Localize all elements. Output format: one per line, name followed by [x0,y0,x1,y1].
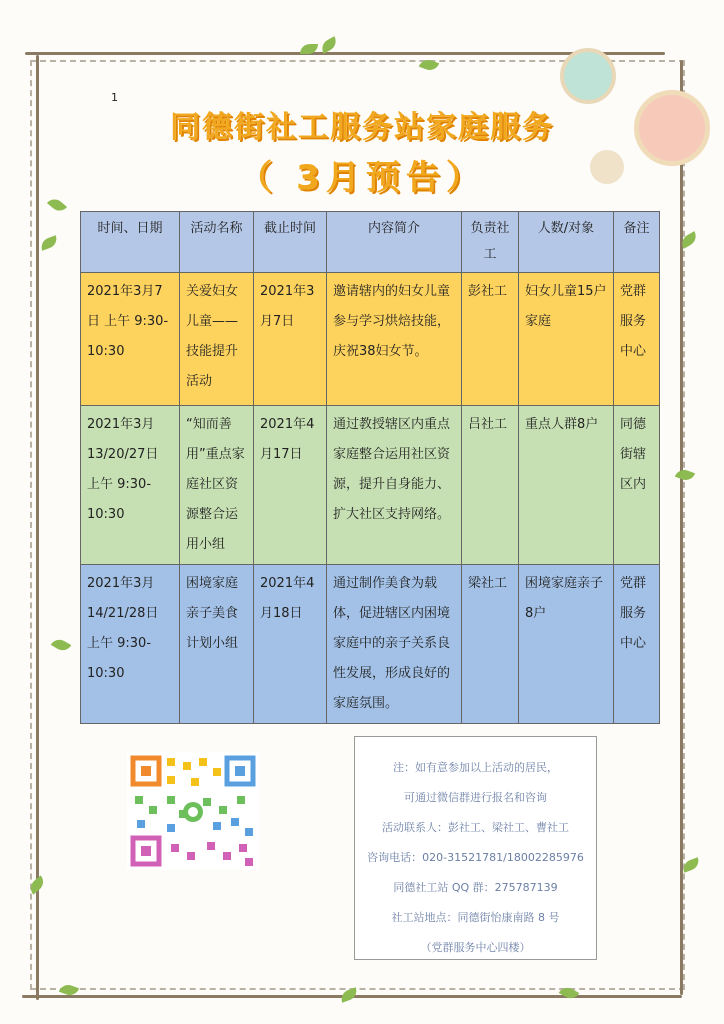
cell-time: 2021年3月7日 上午 9:30-10:30 [81,273,180,406]
page-subtitle: （ 3月预告） [238,158,486,198]
table-header-row [81,212,660,273]
table-row [81,273,660,406]
cell-worker: 彭社工 [462,273,519,406]
header-content: 内容简介 [327,212,462,273]
notice-line: 注：如有意参加以上活动的居民， [393,761,558,774]
header-target: 人数/对象 [519,212,614,273]
table-row [81,565,660,724]
cell-target: 重点人群8户 [519,406,614,565]
notice-line: 社工站地点：同德街怡康南路 8 号 [391,911,560,924]
cell-activity: 困境家庭亲子美食计划小组 [180,565,254,724]
cell-target: 妇女儿童15户家庭 [519,273,614,406]
notice-line: 可通过微信群进行报名和咨询 [404,791,547,804]
cell-content: 通过制作美食为载体，促进辖区内困境家庭中的亲子关系良性发展，形成良好的家庭氛围。 [327,565,462,724]
notice-box [354,736,597,960]
donut-decoration [560,48,616,104]
header-remark: 备注 [614,212,660,273]
notice-line: （党群服务中心四楼） [420,941,531,954]
header-time: 时间、日期 [81,212,180,273]
cell-deadline: 2021年4月18日 [254,565,327,724]
page-number: 1 [111,91,118,104]
qr-code-icon [127,752,259,870]
cell-deadline: 2021年3月7日 [254,273,327,406]
page-title: 同德街社工服务站家庭服务 [170,110,554,145]
cell-worker: 梁社工 [462,565,519,724]
cell-content: 邀请辖内的妇女儿童参与学习烘焙技能，庆祝38妇女节。 [327,273,462,406]
cell-activity: “知而善用”重点家庭社区资源整合运用小组 [180,406,254,565]
notice-line: 活动联系人：彭社工、梁社工、曹社工 [382,821,569,834]
header-worker: 负责社工 [462,212,519,273]
table-row [81,406,660,565]
cell-activity: 关爱妇女儿童——技能提升活动 [180,273,254,406]
cell-time: 2021年3月14/21/28日 上午 9:30-10:30 [81,565,180,724]
cell-content: 通过教授辖区内重点家庭整合运用社区资源，提升自身能力、扩大社区支持网络。 [327,406,462,565]
cell-time: 2021年3月13/20/27日 上午 9:30-10:30 [81,406,180,565]
branch-right [680,60,683,995]
cell-worker: 吕社工 [462,406,519,565]
header-deadline: 截止时间 [254,212,327,273]
header-activity: 活动名称 [180,212,254,273]
schedule-table [80,211,660,724]
cell-remark: 同德街辖区内 [614,406,660,565]
cell-remark: 党群服务中心 [614,273,660,406]
cell-target: 困境家庭亲子8户 [519,565,614,724]
cell-deadline: 2021年4月17日 [254,406,327,565]
notice-line: 同德社工站 QQ 群：275787139 [393,881,558,894]
cell-remark: 党群服务中心 [614,565,660,724]
notice-line: 咨询电话：020-31521781/18002285976 [367,851,584,864]
